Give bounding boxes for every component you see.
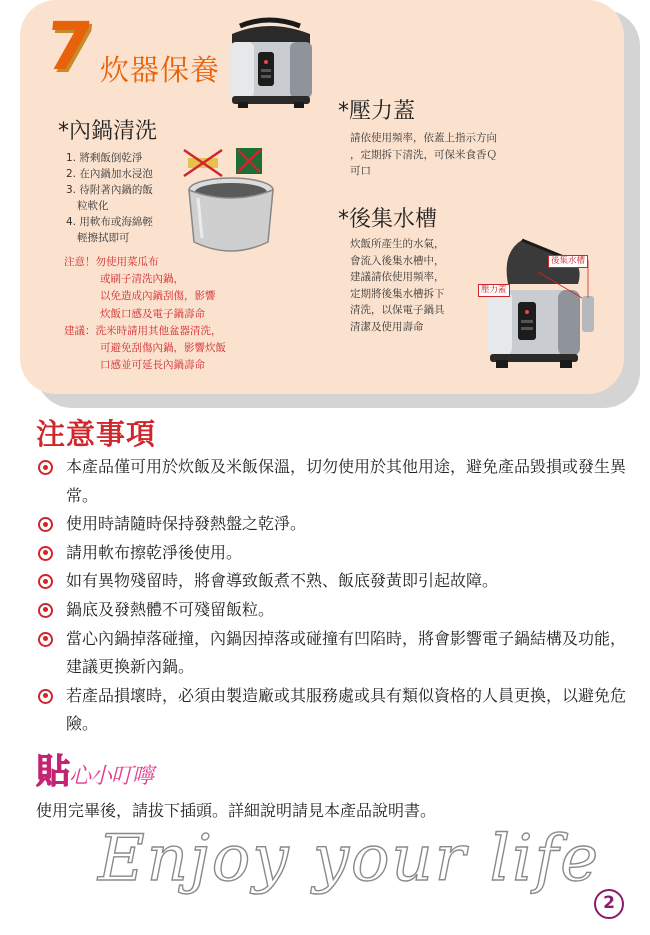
note-line: 建議：洗米時請用其他盆器清洗，	[64, 324, 222, 337]
note-line: 炊飯口感及電子鍋壽命	[100, 307, 205, 320]
bullet-icon	[38, 460, 53, 475]
rice-cooker-illustration	[214, 14, 324, 112]
lid-line: 可口	[350, 165, 371, 177]
bullet-icon	[38, 603, 53, 618]
step-item: 4. 用軟布或海綿輕	[66, 216, 153, 228]
step-item: 粒軟化	[77, 200, 109, 212]
tip-title-rest: 心小叮嚀	[69, 764, 154, 789]
tank-line: 清洗，以保電子鍋具	[350, 304, 445, 316]
precautions-list	[36, 453, 636, 739]
precaution-item	[36, 625, 636, 682]
tank-line: 清潔及使用壽命	[350, 320, 424, 333]
page-number: 2	[594, 889, 624, 919]
section-number: 7	[42, 8, 97, 85]
tip-title	[36, 744, 153, 793]
precaution-text: 本產品僅可用於炊飯及米飯保溫，切勿使用於其他用途，避免產品毀損或發生異常。	[66, 457, 627, 505]
note-line: 可避免刮傷內鍋，影響炊飯	[100, 342, 226, 355]
tank-line: 會流入後集水槽中，	[350, 254, 445, 267]
precaution-item	[36, 539, 636, 568]
step-item: 2. 在內鍋加水浸泡	[66, 168, 153, 180]
precaution-text: 鍋底及發熱體不可殘留飯粒。	[66, 599, 275, 619]
precaution-item	[36, 453, 636, 510]
lid-line: 請依使用頻率，依蓋上指示方向	[350, 132, 497, 144]
lid-line: ，定期拆下清洗，可保米食香Ｑ	[350, 148, 497, 161]
step-item: 1. 將剩飯倒乾淨	[66, 152, 143, 164]
tank-line: 定期將後集水槽拆下	[350, 287, 445, 300]
precaution-text: 當心內鍋掉落碰撞，內鍋因掉落或碰撞有凹陷時，將會影響電子鍋結構及功能，建議更換新內鍋。	[66, 628, 627, 677]
lid-label: 壓力蓋	[478, 284, 510, 297]
lid-heading: *壓力蓋	[338, 99, 416, 124]
slogan: Enjoy your life	[98, 822, 601, 896]
lid-text	[350, 130, 497, 180]
precaution-text: 使用時請隨時保持發熱盤之乾淨。	[66, 514, 307, 534]
precaution-item	[36, 596, 636, 625]
no-brush-icon	[236, 148, 262, 174]
note-line: 注意！勿使用菜瓜布	[64, 256, 159, 268]
water-tank-heading: *後集水槽	[338, 207, 438, 232]
step-item: 輕擦拭即可	[77, 232, 130, 244]
tank-line: 建議請依使用頻率，	[350, 271, 445, 283]
tank-line: 炊飯所產生的水氣，	[350, 238, 445, 250]
precaution-text: 如有異物殘留時，將會導致飯煮不熟、飯底發黃即引起故障。	[66, 571, 499, 591]
precaution-text: 請用軟布擦乾淨後使用。	[66, 542, 243, 562]
tip-text: 使用完畢後，請拔下插頭。詳細說明請見本產品說明書。	[36, 801, 437, 820]
water-tank-text	[350, 236, 445, 335]
note-line: 以免造成內鍋刮傷，影響	[100, 290, 216, 303]
precaution-item	[36, 682, 636, 739]
note-line: 口感並可延長內鍋壽命	[100, 359, 205, 372]
tip-title-big: 貼	[36, 752, 69, 792]
inner-pot-icon	[186, 172, 276, 288]
precautions-title: 注意事項	[36, 417, 157, 451]
step-item: 3. 待附著內鍋的飯	[66, 184, 153, 196]
note-line: 或刷子清洗內鍋，	[100, 273, 184, 286]
precaution-text: 若產品損壞時，必須由製造廠或其服務處或具有類似資格的人員更換，以避免危險。	[66, 685, 627, 734]
precaution-item	[36, 510, 636, 539]
water-tank-label: 後集水槽	[548, 255, 588, 268]
bullet-icon	[38, 689, 53, 704]
precaution-item	[36, 567, 636, 596]
section-title: 炊器保養	[100, 53, 221, 87]
inner-pot-heading: *內鍋清洗	[58, 119, 158, 144]
bullet-icon	[38, 632, 53, 647]
bullet-icon	[38, 517, 53, 532]
bullet-icon	[38, 574, 53, 589]
bullet-icon	[38, 546, 53, 561]
open-cooker-illustration	[478, 232, 602, 372]
